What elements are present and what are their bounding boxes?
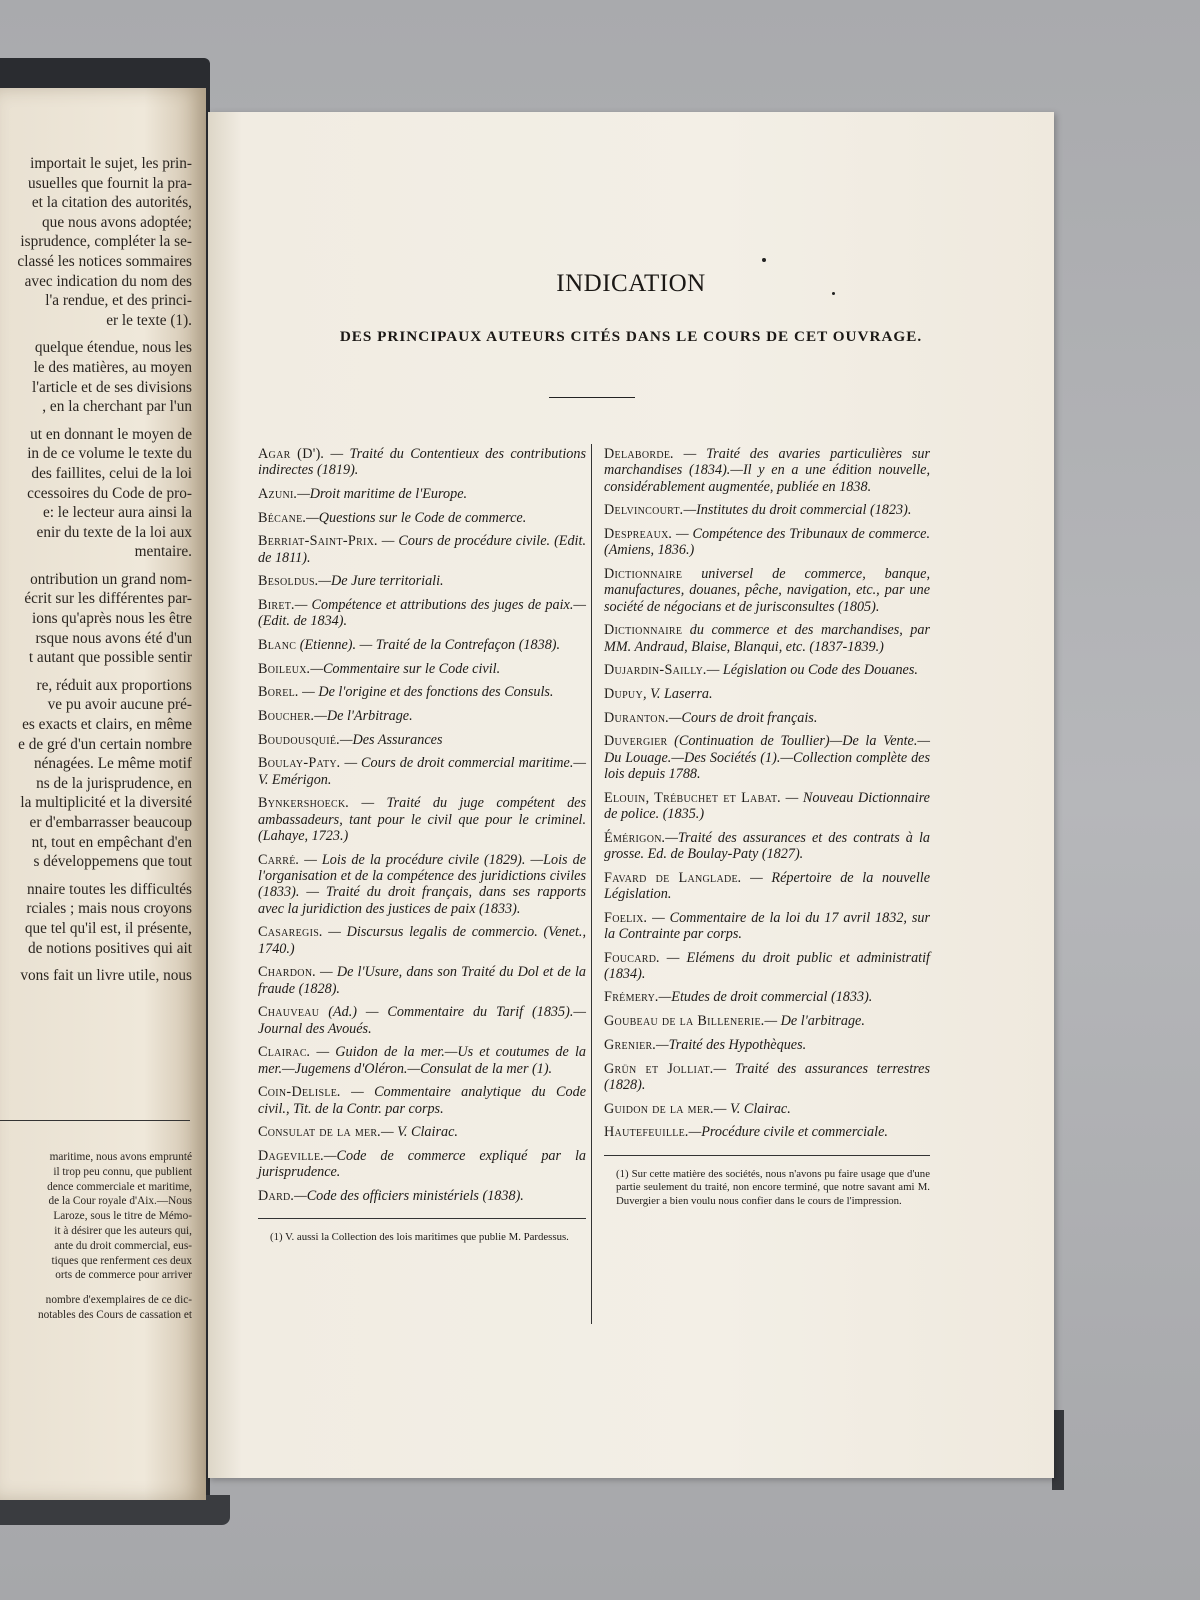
author-name: Coin-Delisle [258, 1084, 338, 1101]
author-name: Berriat-Saint-Prix [258, 533, 375, 550]
work-title: , V. Laserra. [642, 685, 713, 702]
work-title: du commerce et des marchandises, par MM. Andraud, Blaise, Blanqui, etc. (1837-1839.) [604, 622, 930, 655]
work-title: . — Cours de procédure civile. (Edit. de 1811). [258, 533, 586, 566]
text-line: ontribution un grand nom- [30, 570, 192, 588]
work-title: . — Traité des avaries particulières sur marchandises (1834).—Il y en a une édition nouvelle, considérablement augmentée, publiée en 1838. [604, 446, 930, 495]
author-name: Émérigon [604, 829, 662, 846]
author-entry [258, 1124, 586, 1140]
work-title: .—Traité des assurances et des contrats à la grosse. Ed. de Boulay-Paty (1827). [604, 829, 930, 862]
text-line: l'article et de ses divisions [32, 378, 192, 396]
author-name: Dupuy [604, 685, 643, 702]
ink-speck [832, 292, 835, 295]
author-name: Hautefeuille [604, 1124, 686, 1141]
authors-column-right [604, 446, 930, 1208]
author-name: Dictionnaire [604, 622, 683, 639]
column-divider [591, 444, 592, 1324]
text-line: ns de la jurisprudence, en [36, 774, 192, 792]
author-entry [604, 1101, 930, 1117]
text-line: isprudence, compléter la se- [20, 233, 192, 251]
text-line: l'a rendue, et des princi- [45, 292, 192, 310]
text-line: er d'embarrasser beaucoup [29, 814, 192, 831]
author-entry [604, 1037, 930, 1053]
work-title: .—Droit maritime de l'Europe. [293, 485, 468, 502]
author-name: Boudousquié [258, 731, 337, 748]
footnote-rule [258, 1218, 586, 1219]
author-entry [604, 870, 930, 903]
author-entry [604, 502, 930, 518]
text-paragraph [0, 676, 192, 872]
author-name: Dujardin-Sailly [604, 662, 704, 679]
author-name: Despreaux [604, 525, 669, 542]
text-line: quelque étendue, nous les [34, 339, 192, 357]
author-name: Boulay-Paty [258, 755, 337, 772]
author-name: Delvincourt [604, 502, 680, 519]
text-line: ve pu avoir aucune pré- [47, 696, 192, 714]
work-title: .—Etudes de droit commercial (1833). [655, 989, 873, 1006]
work-title: . — Guidon de la mer.—Us et coutumes de la mer.—Jugemens d'Oléron.—Consulat de la mer (1). [258, 1044, 586, 1077]
text-line: ccessoires du Code de pro- [27, 484, 192, 502]
author-entry [604, 446, 930, 495]
work-title: . — Traité du juge compétent des ambassadeurs, tant pour le civil que pour le criminel. (Lahaye, 1723.) [258, 795, 586, 845]
author-entry [258, 510, 586, 526]
text-line: avec indication du nom des [24, 272, 192, 290]
author-name: Azuni [258, 485, 294, 502]
author-entry [258, 964, 586, 997]
text-paragraph [0, 570, 192, 668]
text-paragraph [0, 1293, 192, 1323]
author-entry [604, 662, 930, 678]
work-title: . — Commentaire de la loi du 17 avril 1832, sur la Contrainte par corps. [604, 909, 930, 942]
work-title: . — Répertoire de la nouvelle Législation. [604, 869, 931, 902]
text-paragraph [0, 966, 192, 986]
work-title: .— Législation ou Code des Douanes. [703, 662, 918, 679]
author-entry [258, 1188, 586, 1204]
author-name: Duranton [604, 709, 666, 726]
author-entry [258, 708, 586, 724]
title-rule [549, 397, 635, 398]
text-line: écrit sur les différentes par- [24, 590, 192, 608]
text-line: que tel qu'il est, il présente, [24, 919, 192, 937]
text-line: ut en donnant le moyen de [30, 425, 192, 443]
work-title: . — Nouveau Dictionnaire de police. (1835.) [604, 789, 930, 822]
text-line: des faillites, celui de la loi [31, 464, 192, 482]
author-name: Foelix [604, 909, 644, 926]
footnote-rule [604, 1155, 930, 1156]
author-entry [258, 1044, 586, 1077]
author-entry [258, 637, 586, 653]
author-name: Boucher [258, 708, 311, 725]
work-title: .—Procédure civile et commerciale. [685, 1124, 888, 1141]
work-title: .—De Jure territoriali. [314, 573, 444, 590]
author-entry [604, 910, 930, 943]
work-title: (Ad.) — Commentaire du Tarif (1835).—Journal des Avoués. [258, 1004, 586, 1037]
author-name: Dard [258, 1187, 291, 1204]
page-title: INDICATION [556, 270, 706, 297]
text-line: tiques que renferment ces deux [51, 1254, 192, 1267]
author-entry [258, 684, 586, 700]
author-entry [258, 755, 586, 788]
text-line: vons fait un livre utile, nous [20, 967, 192, 985]
text-line: it à désirer que les auteurs qui, [54, 1224, 192, 1237]
text-line: er le texte (1). [106, 311, 192, 329]
text-line: usuelles que fournit la pra- [28, 174, 192, 192]
work-title: (Continuation de Toullier)—De la Vente.—Du Louage.—Des Sociétés (1).—Collection complète des lois depuis 1788. [604, 733, 930, 782]
author-entry [258, 732, 586, 748]
text-line: in de ce volume le texte du [27, 445, 192, 463]
author-name: Guidon de la mer [604, 1100, 711, 1117]
text-paragraph [0, 154, 192, 330]
author-entry [258, 533, 586, 566]
author-entry [604, 1061, 930, 1094]
text-line: rciales ; mais nous croyons [26, 900, 192, 918]
author-name: Chauveau [258, 1004, 320, 1021]
author-entry [604, 686, 930, 702]
author-name: Grün et Jolliat [604, 1060, 710, 1077]
author-entry [604, 710, 930, 726]
author-name: Dageville [258, 1147, 321, 1164]
work-title: .—Code de commerce expliqué par la jurisprudence. [258, 1147, 586, 1181]
text-line: nt, tout en empêchant d'en [31, 833, 192, 851]
text-line: ions qu'après nous les être [32, 610, 192, 628]
text-line: et la citation des autorités, [31, 194, 192, 212]
author-name: Biret [258, 597, 292, 614]
author-entry [604, 1013, 930, 1029]
text-line: Laroze, sous le titre de Mémo- [53, 1210, 192, 1223]
work-title: . — Compétence des Tribunaux de commerce. (Amiens, 1836.) [604, 525, 930, 559]
text-line: nénagées. Le même motif [33, 755, 192, 773]
author-entry [258, 446, 586, 479]
author-name: Grenier [604, 1036, 653, 1053]
text-line: il trop peu connu, que publient [53, 1165, 192, 1178]
author-entry [258, 795, 586, 844]
author-entry [258, 573, 586, 589]
author-name: Frémery [604, 989, 656, 1006]
author-entry [604, 1124, 930, 1140]
author-name: Casaregis [258, 924, 320, 941]
text-line: es exacts et clairs, en même [22, 716, 192, 734]
text-line: importait le sujet, les prin- [30, 155, 192, 172]
author-entry [604, 830, 930, 863]
text-line: , en la cherchant par l'un [42, 398, 192, 416]
text-line: e: le lecteur aura ainsi la [42, 504, 192, 522]
author-name: Delaborde [604, 446, 671, 462]
author-name: Blanc [258, 637, 297, 654]
author-name: Consulat de la mer [258, 1124, 378, 1141]
author-name: Carré [258, 851, 296, 868]
author-name: Elouin, Trébuchet et Labat [604, 789, 778, 806]
author-name: Bécane [258, 509, 303, 526]
work-title: . — Commentaire analytique du Code civil., Tit. de la Contr. par corps. [258, 1084, 586, 1117]
text-line: nnaire toutes les difficultés [27, 880, 192, 898]
text-paragraph [0, 1150, 192, 1283]
left-footnote-rule [0, 1120, 190, 1121]
footnote-right: (1) Sur cette matière des sociétés, nous n'avons pu faire usage que d'une partie seulement du traité, non encore terminé, que notre savant ami M. Duvergier a bien voulu nous confier dans le cours de l'impression. [616, 1167, 930, 1207]
work-title: .—Des Assurances [336, 731, 443, 748]
author-entry [258, 1148, 586, 1181]
author-entry [604, 622, 930, 655]
author-entry [258, 852, 586, 917]
ink-speck [762, 258, 766, 262]
text-line: re, réduit aux proportions [36, 676, 192, 694]
author-name: Duvergier [604, 733, 668, 750]
author-entry [258, 661, 586, 677]
text-line: rsque nous avons été d'un [35, 629, 192, 647]
text-paragraph [0, 338, 192, 416]
page-subtitle: DES PRINCIPAUX AUTEURS CITÉS DANS LE COURS DE CET OUVRAGE. [339, 328, 923, 345]
work-title: . — Traité du Contentieux des contributions indirectes (1819). [258, 446, 586, 479]
text-line: s développemens que tout [33, 853, 192, 871]
author-name: Bynkershoeck [258, 795, 346, 812]
author-entry [604, 950, 930, 983]
author-entry [258, 1084, 586, 1117]
authors-column-left [258, 446, 586, 1245]
work-title: . — Discursus legalis de commercio. (Venet., 1740.) [258, 924, 586, 957]
author-entry [604, 989, 930, 1005]
work-title: .—Cours de droit français. [665, 709, 818, 726]
text-line: maritime, nous avons emprunté [49, 1151, 192, 1163]
author-entry [258, 924, 586, 957]
author-name: Agar (D') [258, 446, 321, 462]
text-line: que nous avons adoptée; [42, 213, 192, 231]
text-line: orts de commerce pour arriver [55, 1269, 192, 1282]
text-line: nombre d'exemplaires de ce dic- [45, 1294, 192, 1307]
text-line: le des matières, au moyen [33, 358, 192, 376]
work-title: .—Institutes du droit commercial (1823). [679, 502, 912, 519]
author-name: Chardon [258, 964, 313, 981]
author-name: Clairac [258, 1044, 307, 1061]
author-name: Favard de Langlade [604, 869, 738, 886]
author-entry [604, 733, 930, 782]
text-line: dence commerciale et maritime, [47, 1180, 192, 1193]
text-line: mentaire. [134, 543, 192, 561]
text-line: t autant que possible sentir [28, 649, 192, 667]
work-title: .—Commentaire sur le Code civil. [306, 660, 501, 677]
author-name: Goubeau de la Billenerie [604, 1013, 761, 1030]
text-line: ante du droit commercial, eus- [54, 1239, 192, 1252]
author-name: Besoldus [258, 573, 315, 590]
text-paragraph [0, 425, 192, 562]
text-line: la multiplicité et la diversité [20, 794, 192, 812]
work-title: universel de commerce, banque, manufactures, douanes, pêche, navigation, etc., par une société de négocians et de jurisconsultes (1805). [604, 565, 930, 615]
work-title: .— V. Clairac. [710, 1100, 791, 1117]
author-name: Boileux [258, 660, 307, 677]
text-line: notables des Cours de cassation et [37, 1308, 192, 1321]
text-line: e de gré d'un certain nombre [18, 735, 192, 753]
text-line: enir du texte de la loi aux [36, 523, 192, 541]
author-entry [258, 597, 586, 630]
work-title: .—Code des officiers ministériels (1838). [290, 1187, 524, 1204]
right-page [208, 112, 1054, 1478]
work-title: . — Elémens du droit public et administratif (1834). [604, 949, 930, 982]
work-title: . — De l'origine et des fonctions des Consuls. [295, 684, 554, 701]
work-title: .— Traité des assurances terrestres (1828). [604, 1060, 930, 1093]
work-title: . — De l'Usure, dans son Traité du Dol et de la fraude (1828). [258, 964, 586, 997]
work-title: .— V. Clairac. [377, 1124, 458, 1141]
author-entry [258, 1004, 586, 1037]
text-line: de notions positives qui ait [27, 939, 192, 957]
work-title: . — Lois de la procédure civile (1829). —Lois de l'organisation et de la compétence des juridictions civiles (1833). — Traité du droit français, dans ses rapports avec la juridiction des justices de paix (1833). [258, 851, 586, 917]
author-entry [604, 790, 930, 823]
text-line: classé les notices sommaires [17, 252, 192, 270]
work-title: .— Compétence et attributions des juges de paix.— (Edit. de 1834). [258, 597, 586, 630]
author-entry [604, 566, 930, 615]
work-title: .—Traité des Hypothèques. [652, 1036, 807, 1053]
work-title: .—Questions sur le Code de commerce. [302, 509, 527, 526]
text-paragraph [0, 880, 192, 958]
author-name: Foucard [604, 949, 657, 966]
author-entry [258, 486, 586, 502]
author-name: Dictionnaire [604, 565, 683, 582]
text-line: de la Cour royale d'Aix.—Nous [48, 1195, 192, 1208]
left-page [0, 88, 206, 1500]
left-page-notes [0, 1150, 192, 1333]
footnote-left: (1) V. aussi la Collection des lois maritimes que publie M. Pardessus. [270, 1231, 569, 1244]
left-page-text [0, 154, 192, 994]
work-title: . — Cours de droit commercial maritime.— V. Emérigon. [258, 755, 586, 788]
author-entry [604, 526, 930, 559]
work-title: .—De l'Arbitrage. [310, 708, 413, 725]
author-name: Borel [258, 684, 296, 701]
work-title: .— De l'arbitrage. [760, 1013, 865, 1030]
work-title: (Etienne). — Traité de la Contrefaçon (1838). [296, 637, 561, 654]
